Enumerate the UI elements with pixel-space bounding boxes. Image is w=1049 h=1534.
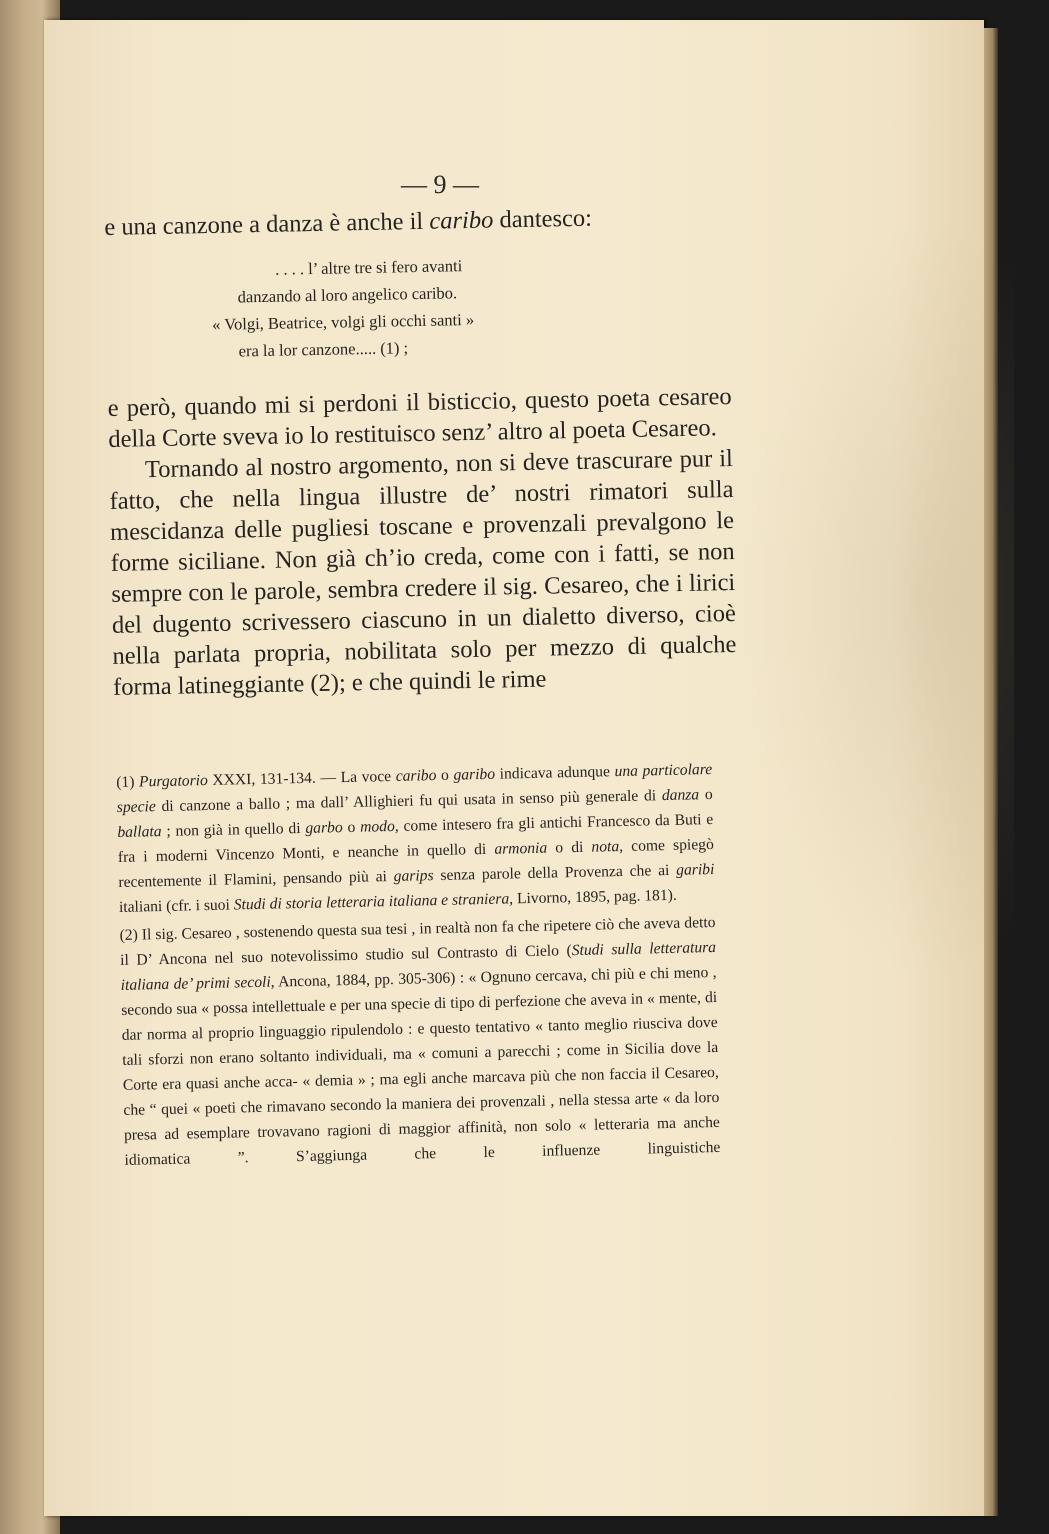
fn-text: o [698, 785, 713, 804]
body-text [104, 200, 737, 703]
fn-italic: garibo [453, 765, 496, 784]
fn-text: XXXI, 131-134. — La voce [207, 767, 396, 789]
footnotes [116, 757, 721, 1173]
fn-text: , Ancona, 1884, pp. 305-306) : « Ognuno cercava, chi più e chi meno , secondo sua « possa intellettuale e per una specie di tipo di perfezione che aveva in « mente, di dar norma al proprio linguaggio ripulendolo : e questo tentativo « tanto meglio riusciva dove tali sforzi non erano soltanto individuali, ma « comuni a parecchi ; come in Sicilia dove la Corte era quasi anche acca- « demia » ; ma egli anche marcava più che non faccia il Cesareo, che “ quei « poeti che rimavano secondo la maniera dei provenzali , nella stessa arte « da loro presa ad esemplare trovavano ragioni di maggior affinità, non solo « letteraria ma anche idiomatica ”. S’aggiunga che le influenze linguistiche [121, 963, 721, 1169]
fn-text: o di [547, 838, 592, 857]
verse-line: era la lor canzone..... (1) ; [238, 338, 409, 361]
fn-italic: Studi sulla letteratura italiana de’ primi secoli [120, 938, 717, 994]
fn-text: , Livorno, 1895, pag. 181). [508, 886, 677, 908]
fn-text: o [436, 766, 454, 785]
footnote-2 [119, 910, 720, 1173]
fn-italic: modo [359, 817, 395, 836]
fn-text: (2) Il sig. Cesareo , sostenendo questa sua tesi , in realtà non fa che ripetere ciò che aveva detto il D’ Ancona nel suo notevolissimo studio sul Contrasto di Cielo ( [119, 913, 716, 969]
show-through-shadow [744, 220, 1014, 980]
fn-italic: danza [661, 786, 700, 805]
fn-italic: garbo [305, 819, 343, 837]
fn-italic: Purgatorio [138, 772, 208, 791]
body-paragraph: e però, quando mi si perdoni il bisticcio, questo poeta cesareo della Corte sveva io lo restituisco senz’ altro al poeta Cesareo. [107, 382, 732, 453]
fn-italic: caribo [395, 767, 437, 785]
body-paragraph: Tornando al nostro argomento, non si deve trascurare pur il fatto, che nella lingua illustre de’ nostri rimatori sulla mescidanza delle pugliesi toscane e provenzali prevalgono le forme siciliane. Non già ch’io creda, come con i fatti, se non sempre con le parole, sembra credere il sig. Cesareo, che i lirici del dugento scrivessero ciascuno in un dialetto diverso, cioè nella parlata propria, nobilitata solo per mezzo di qualche forma latineggiante (2); e che quindi le rime [109, 444, 737, 701]
fn-italic: nota [591, 838, 620, 856]
right-page-edge [984, 28, 998, 1516]
fn-text: ; non già in quello di [161, 819, 306, 841]
fn-text: di canzone a ballo ; ma dall’ Allighieri fu qui usata in senso più generale di [155, 787, 663, 816]
verse-quotation [105, 247, 731, 367]
fn-italic: garibi [676, 860, 715, 879]
fn-italic: Studi di storia letteraria italiana e straniera [233, 890, 510, 914]
fn-italic: armonia [494, 839, 548, 858]
verse-line: « Volgi, Beatrice, volgi gli occhi santi » [211, 309, 475, 334]
fn-text: italiani (cfr. i suoi [118, 896, 234, 916]
fn-text: , come spiegò recentemente il Flamini, pensando più ai [118, 835, 714, 891]
verse-line: . . . . l’ altre tre si fero avanti [274, 256, 463, 279]
fn-text: , come intesero fra gli antichi Francesco da Buti e fra i moderni Vincenzo Monti, e neanche in quello di [117, 810, 714, 866]
footnote-1 [116, 757, 715, 920]
intro-italic: caribo [429, 206, 494, 235]
fn-italic: garips [393, 867, 434, 885]
fn-text: senza parole della Provenza che ai [433, 861, 677, 885]
fn-italic: ballata [117, 823, 162, 841]
fn-text: o [342, 818, 361, 837]
page-number: — 9 — [401, 170, 479, 199]
fn-italic: una particolare specie [116, 760, 713, 816]
fn-text: (1) [116, 773, 140, 791]
intro-text-end: dantesco: [493, 204, 593, 234]
fn-text: indicava adunque [494, 763, 615, 783]
verse-line: danzando al loro angelico caribo. [237, 283, 458, 307]
intro-text: e una canzone a danza è anche il [104, 207, 430, 241]
